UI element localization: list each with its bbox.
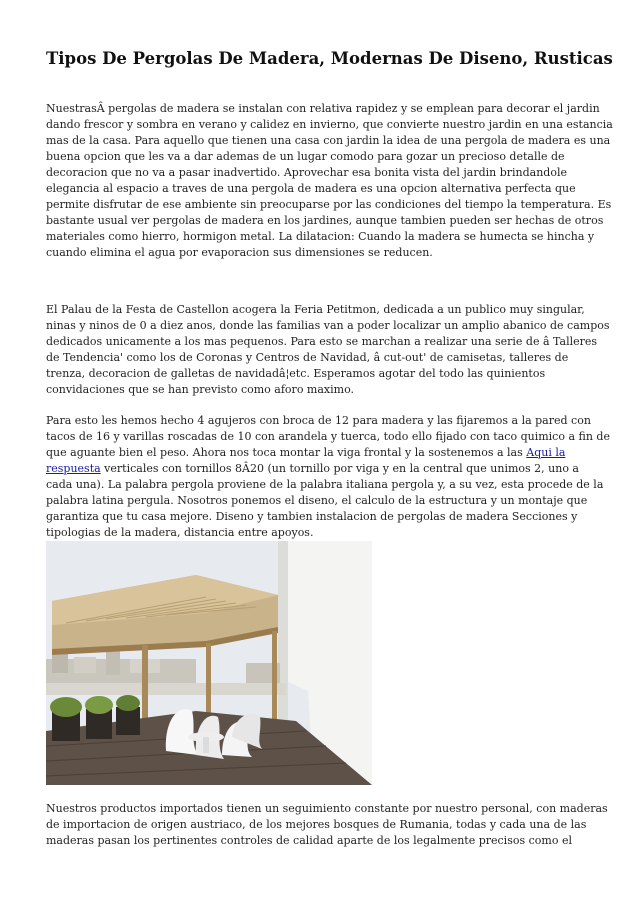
text-line: dedicados unicamente a los mas pequenos. Para esto se marchan a realizar una serie de â Talleres: [46, 335, 598, 348]
text-line: decoracion que no va a pasar inadvertido. Aprovechar esa bonita vista del jardin brindandole: [46, 166, 568, 179]
paragraph-installation: [46, 413, 610, 541]
text-line: [46, 461, 594, 477]
text-line: [46, 445, 594, 461]
text-line: convidaciones que se han previsto como aforo maximo.: [46, 383, 354, 396]
text-line: Para esto les hemos hecho 4 agujeros con broca de 12 para madera y las fijaremos a la pared con: [46, 414, 591, 427]
answer-link-part2[interactable]: respuesta: [46, 462, 101, 475]
paragraph-intro: [46, 101, 613, 261]
text-line: garantiza que tu casa mejore. Diseno y tambien instalacion de pergolas de madera Secciones y: [46, 510, 578, 523]
text-line: elegancia al espacio a traves de una pergola de madera es una opcion alternativa perfecta que: [46, 182, 576, 195]
text-line: El Palau de la Festa de Castellon acogera la Feria Petitmon, dedicada a un publico muy singular,: [46, 303, 585, 316]
text-line: cada una). La palabra pergola proviene de la palabra italiana pergola y, a su vez, esta procede de la: [46, 478, 604, 491]
text-line: de Tendencia' como los de Coronas y Centros de Navidad, â cut-out' de camisetas, talleres de: [46, 351, 569, 364]
text-line: dando frescor y sombra en verano y calidez en invierno, que convierte nuestro jardin en una estancia: [46, 118, 613, 131]
text-line: mas de la casa. Para aquello que tienen una casa con jardin la idea de una pergola de madera es una: [46, 134, 611, 147]
paragraph-products: [46, 801, 608, 849]
text-line: tacos de 16 y varillas roscadas de 10 con arandela y tuerca, todo ello fijado con taco quimico a fin de: [46, 430, 610, 443]
pergola-photo: [46, 541, 372, 785]
text-line: de importacion de origen austriaco, de los mejores bosques de Rumania, todas y cada una de las: [46, 818, 587, 831]
text-segment: que aguante bien el peso. Ahora nos toca montar la viga frontal y la sostenemos a las: [46, 446, 527, 459]
text-line: Nuestros productos importados tienen un seguimiento constante por nuestro personal, con maderas: [46, 802, 608, 815]
text-line: buena opcion que les va a dar ademas de un lugar comodo para gozar un precioso detalle de: [46, 150, 565, 163]
paragraph-petitmon: [46, 302, 610, 398]
text-segment: verticales con tornillos 8Â20 (un tornillo por viga y en la central que unimos 2, uno a: [100, 462, 579, 475]
text-line: NuestrasÂ pergolas de madera se instalan con relativa rapidez y se emplean para decorar el jardin: [46, 102, 600, 115]
text-line: cuando elimina el agua por evaporacion sus dimensiones se reducen.: [46, 246, 433, 259]
text-line: tipologias de la madera, distancia entre apoyos.: [46, 526, 314, 539]
text-line: materiales como hierro, hormigon metal. La dilatacion: Cuando la madera se humecta se hincha y: [46, 230, 595, 243]
text-line: maderas pasan los pertinentes controles de calidad aparte de los legalmente precisos como el: [46, 834, 572, 847]
text-line: bastante usual ver pergolas de madera en los jardines, aunque tambien pueden ser hechas de otros: [46, 214, 604, 227]
text-line: permite disfrutar de ese ambiente sin preocuparse por las condiciones del tiempo la temperatura. Es: [46, 198, 612, 211]
page-title: Tipos De Pergolas De Madera, Modernas De Diseno, Rusticas: [46, 49, 613, 68]
text-line: palabra latina pergula. Nosotros ponemos el diseno, el calculo de la estructura y un montaje que: [46, 494, 588, 507]
text-line: ninas y ninos de 0 a diez anos, donde las familias van a poder localizar un amplio abanico de campos: [46, 319, 610, 332]
answer-link-part1[interactable]: Aqui la: [526, 446, 566, 459]
text-line: trenza, decoracion de galletas de navidadâ¦etc. Esperamos agotar del todo las quinientos: [46, 367, 546, 380]
